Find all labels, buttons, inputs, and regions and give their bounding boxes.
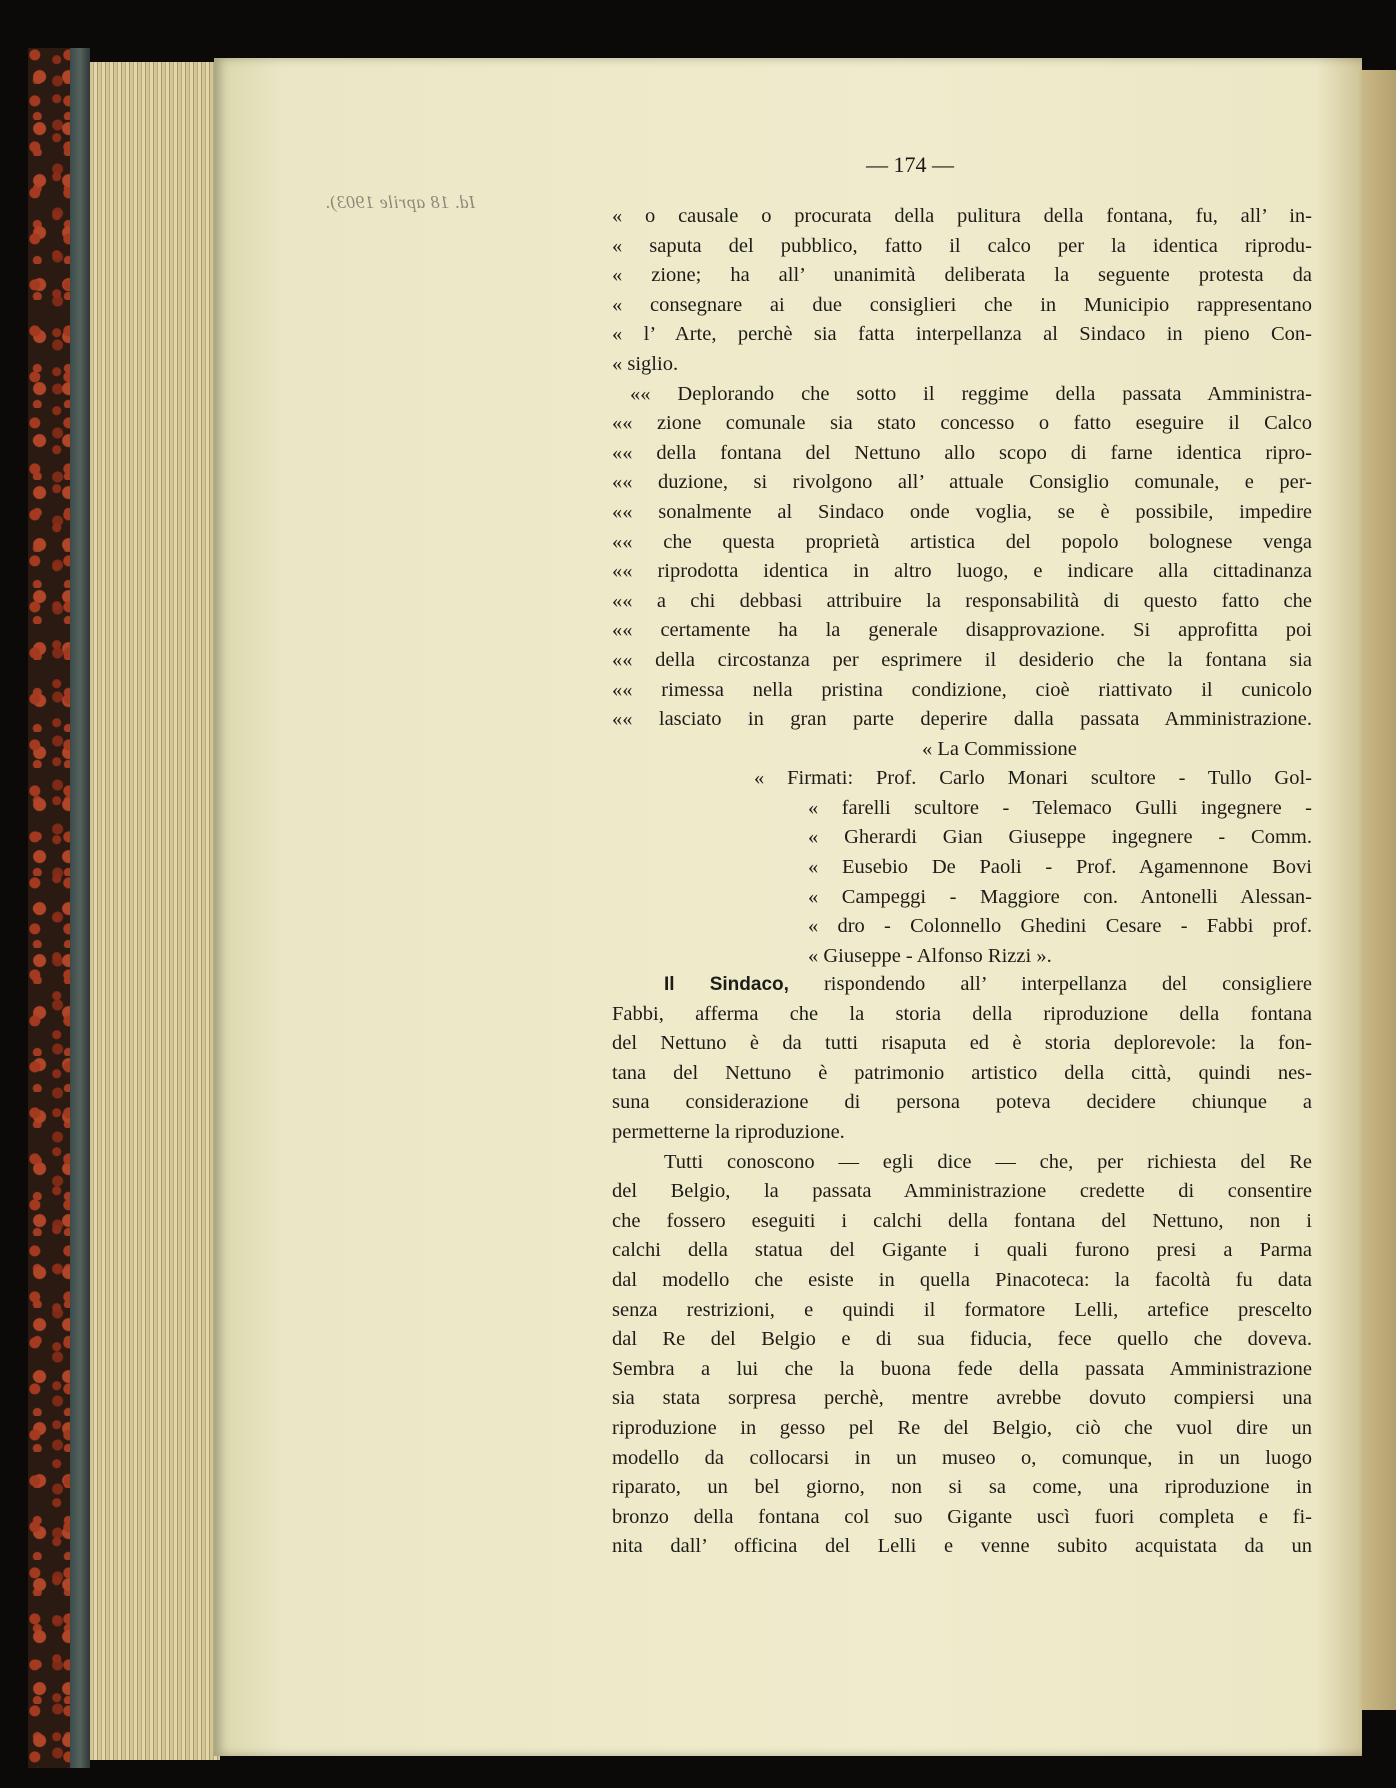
quoted-line: « siglio.	[612, 352, 679, 375]
quoted-line: «« della circostanza per esprimere il desiderio che la fontana sia	[612, 648, 1312, 671]
margin-note: Id. 18 aprile 1903).	[324, 192, 476, 212]
body-line: riparato, un bel giorno, non si sa come, una riproduzione in	[612, 1476, 1312, 1499]
page-number: — 174 —	[866, 152, 954, 177]
spine-strip	[70, 48, 90, 1768]
body-line: suna considerazione di persona poteva decidere chiunque a	[612, 1091, 1312, 1114]
quoted-line: «« a chi debbasi attribuire la responsabilità di questo fatto che	[612, 589, 1312, 612]
quoted-line: «« che questa proprietà artistica del popolo bolognese venga	[612, 530, 1312, 553]
quoted-line: «« duzione, si rivolgono all’ attuale Consiglio comunale, e per-	[612, 471, 1312, 494]
body-line: sia stata sorpresa perchè, mentre avrebbe dovuto compiersi una	[612, 1387, 1312, 1410]
quoted-line: «« lasciato in gran parte deperire dalla passata Amministrazione.	[612, 708, 1312, 731]
signature-line: « Giuseppe - Alfonso Rizzi ».	[808, 944, 1052, 967]
signature-line: « Campeggi - Maggiore con. Antonelli Alessan-	[808, 885, 1312, 908]
quoted-line: « o causale o procurata della pulitura della fontana, fu, all’ in-	[612, 205, 1312, 227]
speaker: Il Sindaco,	[664, 974, 789, 995]
quoted-line: «« certamente ha la generale disapprovazione. Si approfitta poi	[612, 619, 1312, 642]
body-line: dal modello che esiste in quella Pinacoteca: la facoltà fu data	[612, 1268, 1312, 1291]
quoted-line: «« Deplorando che sotto il reggime della passata Amministra-	[630, 382, 1312, 405]
quoted-line: «« zione comunale sia stato concesso o fatto eseguire il Calco	[612, 412, 1312, 435]
body-line: tana del Nettuno è patrimonio artistico della città, quindi nes-	[612, 1061, 1312, 1084]
quoted-line: «« della fontana del Nettuno allo scopo di farne identica ripro-	[612, 441, 1312, 464]
quoted-line: « saputa del pubblico, fatto il calco per la identica riprodu-	[612, 234, 1312, 257]
quoted-line: «« sonalmente al Sindaco onde voglia, se è possibile, impedire	[612, 500, 1312, 523]
body-line: del Belgio, la passata Amministrazione credette di consentire	[612, 1180, 1312, 1203]
signature-line: « Gherardi Gian Giuseppe ingegnere - Comm.	[808, 826, 1312, 849]
signature-line: « farelli scultore - Telemaco Gulli ingegnere -	[808, 796, 1312, 819]
signature-line: « Firmati: Prof. Carlo Monari scultore - Tullo Gol-	[754, 767, 1312, 790]
quoted-line: «« rimessa nella pristina condizione, cioè riattivato il cunicolo	[612, 678, 1312, 701]
body-line: permetterne la riproduzione.	[612, 1120, 845, 1143]
signature-line: « dro - Colonnello Ghedini Cesare - Fabbi prof.	[808, 915, 1312, 938]
body-line: del Nettuno è da tutti risaputa ed è storia deplorevole: la fon-	[612, 1032, 1312, 1055]
page-edges	[90, 62, 220, 1760]
body-line: Tutti conoscono — egli dice — che, per richiesta del Re	[664, 1150, 1312, 1173]
body-line: che fossero eseguiti i calchi della fontana del Nettuno, non i	[612, 1209, 1312, 1232]
body-line: nita dall’ officina del Lelli e venne subito acquistata da un	[612, 1535, 1312, 1558]
signature-line: « Eusebio De Paoli - Prof. Agamennone Bovi	[808, 856, 1312, 879]
body-text	[612, 970, 1312, 1562]
quoted-line: « l’ Arte, perchè sia fatta interpellanza al Sindaco in pieno Con-	[612, 323, 1312, 346]
body-line: calchi della statua del Gigante i quali furono presi a Parma	[612, 1239, 1312, 1262]
body-line: modello da collocarsi in un museo o, comunque, in un luogo	[612, 1446, 1312, 1469]
body-line: dal Re del Belgio e di sua fiducia, fece quello che doveva.	[612, 1328, 1312, 1351]
body-line: bronzo della fontana col suo Gigante uscì fuori completa e fi-	[612, 1505, 1312, 1528]
body-line: riproduzione in gesso pel Re del Belgio, ciò che vuol dire un	[612, 1416, 1312, 1439]
body-line: Fabbi, afferma che la storia della riproduzione della fontana	[612, 1002, 1312, 1025]
right-page-edge	[1362, 70, 1396, 1710]
quoted-line: «« riprodotta identica in altro luogo, e indicare alla cittadinanza	[612, 560, 1312, 583]
quoted-protest	[612, 202, 1312, 971]
body-line: Sembra a lui che la buona fede della passata Amministrazione	[612, 1357, 1312, 1380]
body-line: senza restrizioni, e quindi il formatore Lelli, artefice prescelto	[612, 1298, 1312, 1321]
quoted-line: « zione; ha all’ unanimità deliberata la seguente protesta da	[612, 264, 1312, 287]
quoted-line: « consegnare ai due consiglieri che in Municipio rappresentano	[612, 293, 1312, 316]
speaker-line	[612, 970, 1312, 1000]
speaker-line-rest: rispondendo all’ interpellanza del consigliere	[823, 973, 1312, 995]
commission-line: « La Commissione	[922, 737, 1077, 760]
